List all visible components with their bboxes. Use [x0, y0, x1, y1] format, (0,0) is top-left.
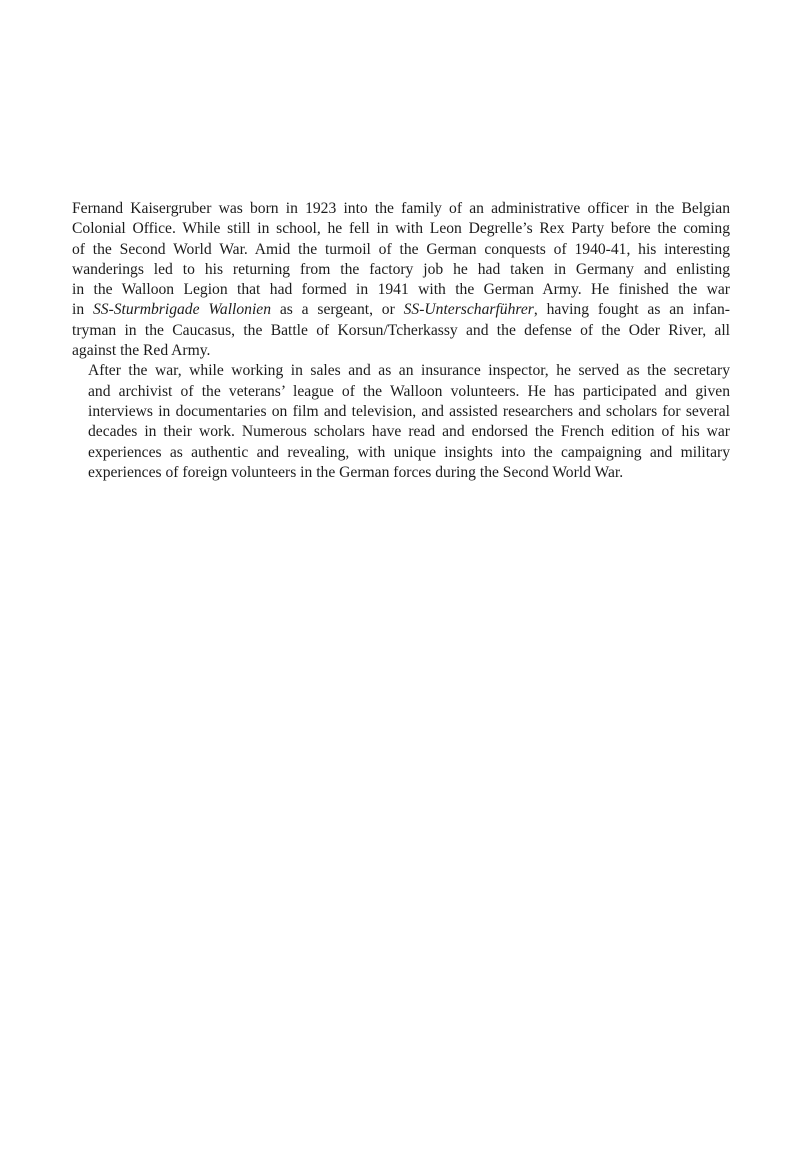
text-line: [72, 199, 730, 219]
text-run: decades in their work. Numerous scholars have read and endorsed the French edition of his war: [88, 423, 730, 441]
text-line: [72, 402, 730, 422]
biography-paragraph-1: [72, 199, 730, 361]
text-run: and archivist of the veterans’ league of the Walloon volunteers. He has participated and given: [88, 382, 730, 400]
text-run: of the Second World War. Amid the turmoil of the German conquests of 1940-41, his interesting: [72, 240, 730, 258]
text-run: experiences of foreign volunteers in the German forces during the Second World War.: [88, 463, 624, 481]
biography-paragraph-2: [72, 361, 730, 483]
text-run: experiences as authentic and revealing, with unique insights into the campaigning and military: [88, 443, 730, 461]
biography-text: [72, 199, 730, 483]
text-line: [72, 300, 730, 320]
text-run: in: [72, 301, 93, 319]
text-run: , having fought as an infan-: [533, 301, 730, 319]
text-run: Fernand Kaisergruber was born in 1923 into the family of an administrative officer in the Belgian: [72, 200, 730, 217]
text-line: [72, 321, 730, 341]
text-line: [72, 443, 730, 463]
text-line: [72, 463, 730, 483]
text-run: tryman in the Caucasus, the Battle of Korsun/Tcherkassy and the defense of the Oder River, all: [72, 321, 730, 339]
text-run: Colonial Office. While still in school, he fell in with Leon Degrelle’s Rex Party before the coming: [72, 220, 730, 238]
text-line: [72, 361, 730, 381]
text-line: [72, 422, 730, 442]
text-line: [72, 382, 730, 402]
text-run: in the Walloon Legion that had formed in 1941 with the German Army. He finished the war: [72, 281, 730, 299]
text-line: [72, 260, 730, 280]
italic-term: SS-Unterscharführer: [403, 301, 534, 319]
text-run: interviews in documentaries on film and television, and assisted researchers and scholars for several: [88, 402, 730, 420]
italic-term: SS-Sturmbrigade Wallonien: [92, 301, 272, 319]
text-line: [72, 240, 730, 260]
text-line: [72, 280, 730, 300]
text-run: wanderings led to his returning from the factory job he had taken in Germany and enlisting: [72, 260, 730, 278]
text-line: [72, 341, 730, 361]
text-line: [72, 219, 730, 239]
text-run: as a sergeant, or: [271, 301, 404, 319]
text-run: After the war, while working in sales and as an insurance inspector, he served as the secretary: [88, 362, 730, 380]
text-run: against the Red Army.: [72, 342, 211, 360]
